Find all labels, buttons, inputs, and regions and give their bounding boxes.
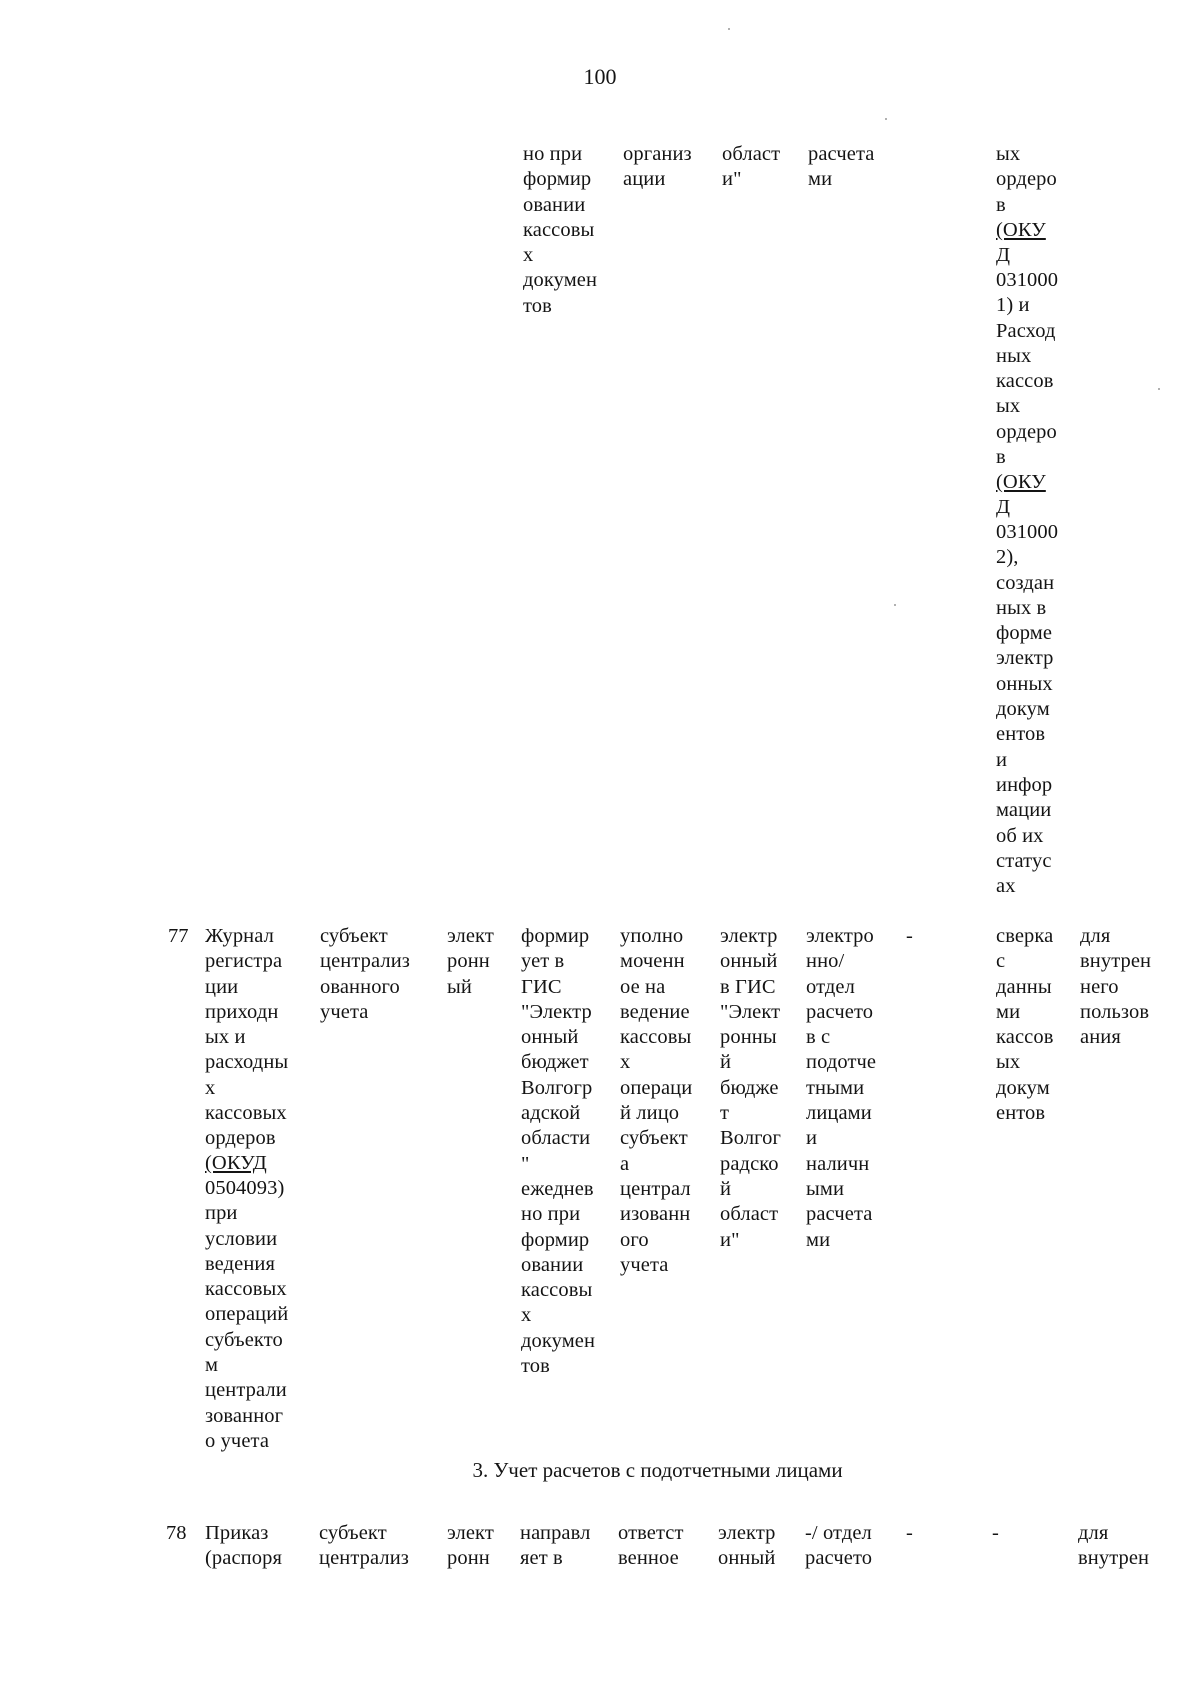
department-cell: электро нно/ отдел расчето в с подотче тными лицами и наличн ыми расчета ми bbox=[806, 925, 877, 1251]
purpose-text-b: 031000 1) и Расход ных кассов ых ордеро в bbox=[996, 269, 1059, 469]
control-cell: - bbox=[992, 1522, 999, 1544]
continuation-basis-cell: но при формир овании кассовы х докумен тов bbox=[523, 143, 598, 317]
usage-cell: для внутрен bbox=[1078, 1522, 1150, 1570]
scan-speck bbox=[1158, 388, 1160, 390]
system-cell: электр онный bbox=[718, 1522, 776, 1570]
scan-speck bbox=[728, 28, 730, 30]
system-cell: электр онный в ГИС "Элект ронны й бюдже т Волгог радско й област и" bbox=[720, 925, 782, 1251]
form-cell: элект ронн bbox=[447, 1522, 494, 1570]
document-name-text-a: Журнал регистра ции приходн ых и расходны х кассовых ордеров bbox=[205, 925, 289, 1150]
continuation-system-cell: област и" bbox=[722, 143, 781, 191]
scan-speck bbox=[894, 604, 896, 606]
continuation-responsible-cell: организ ации bbox=[623, 143, 692, 191]
empty-cell-dash: - bbox=[906, 1522, 913, 1544]
responsible-cell: ответст венное bbox=[618, 1522, 684, 1570]
purpose-text-a: ых ордеро в bbox=[996, 143, 1057, 216]
creator-cell: субъект централиз bbox=[319, 1522, 409, 1570]
okud-reference-link: (ОКУД bbox=[205, 1152, 267, 1174]
row-number: 77 bbox=[168, 925, 189, 947]
document-name-text-b: 0504093) при условии ведения кассовых операций субъекто м централи зованног о учета bbox=[205, 1177, 289, 1452]
empty-cell-dash: - bbox=[906, 925, 913, 947]
okud-reference-link-b: (ОКУ Д bbox=[996, 471, 1046, 519]
section-heading: 3. Учет расчетов с подотчетными лицами bbox=[472, 1458, 843, 1482]
procedure-cell: направл яет в bbox=[520, 1522, 591, 1570]
okud-reference-link-a: (ОКУ Д bbox=[996, 219, 1046, 267]
control-cell: сверка с данны ми кассов ых докум ентов bbox=[996, 925, 1054, 1125]
usage-cell: для внутрен него пользов ания bbox=[1080, 925, 1152, 1049]
responsible-cell: уполно моченн ое на ведение кассовы х оперaци й лицо субъект а централ изованн ого учета bbox=[620, 925, 693, 1276]
row-number: 78 bbox=[166, 1522, 187, 1544]
scan-speck bbox=[885, 118, 887, 120]
procedure-cell: формир ует в ГИС "Электр онный бюджет Волгогр адской области " ежеднев но при формир овании кассовы х докумен тов bbox=[521, 925, 596, 1378]
page-number: 100 bbox=[583, 64, 617, 89]
document-name-cell: Приказ (распоря bbox=[205, 1522, 282, 1570]
continuation-department-cell: расчета ми bbox=[808, 143, 875, 191]
creator-cell: субъект централиз ованного учета bbox=[320, 925, 410, 1023]
purpose-text-c: 031000 2), создан ных в форме электр онных докум ентов и инфор мации об их статус ах bbox=[996, 521, 1059, 898]
form-cell: элект ронн ый bbox=[447, 925, 494, 998]
department-cell: -/ отдел расчето bbox=[805, 1522, 873, 1570]
